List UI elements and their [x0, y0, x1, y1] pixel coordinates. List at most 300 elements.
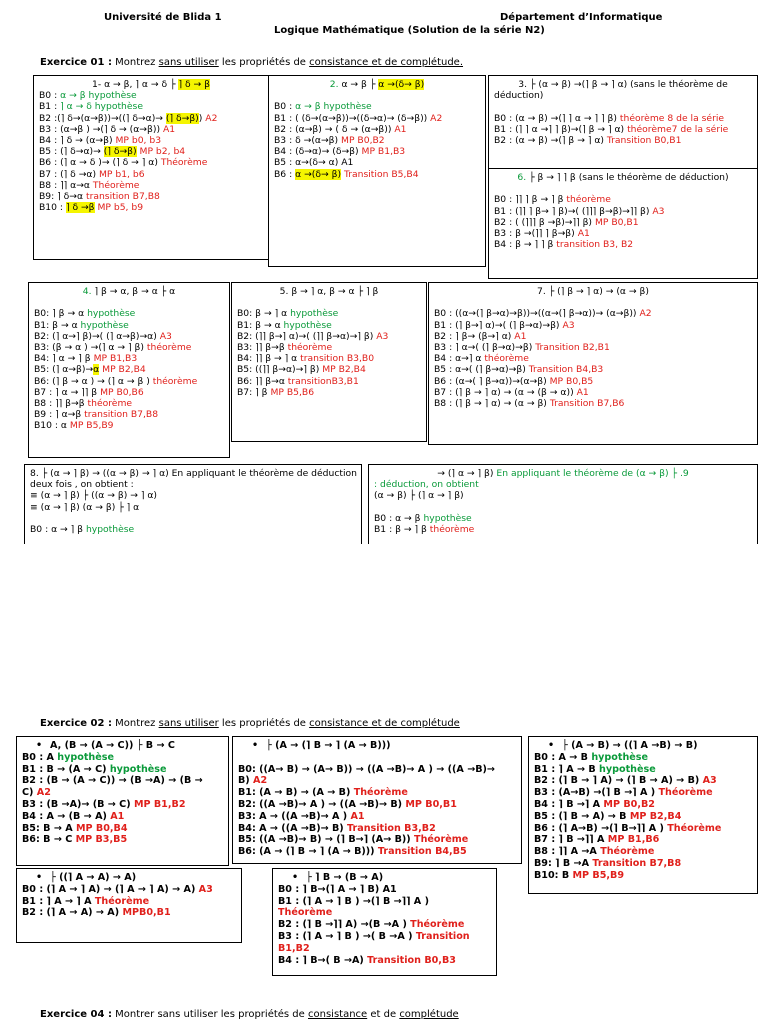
proof-step: [374, 479, 752, 490]
proof-title: [39, 79, 263, 90]
text-segment: B5 : (⌉ δ→α)→: [39, 146, 104, 158]
text-segment: B6: ⌉⌉ β→α: [237, 375, 288, 387]
text-segment: théorème: [429, 524, 475, 536]
proof-step: [534, 834, 752, 846]
text-segment: B6 : (α→( ⌉ β→α))→(α→β): [434, 375, 550, 387]
text-segment: B4 : α→⌉ α: [434, 353, 485, 365]
bullet-icon: •: [36, 740, 43, 751]
proof-step: [237, 342, 421, 353]
text-segment: B2 : ( (⌉⌉⌉ β →β)→⌉⌉ β): [494, 216, 595, 228]
text-segment: B5: ((A →B)→ B) → (⌉ B→⌉ (A→ B)): [238, 834, 415, 846]
proof-step: [374, 524, 752, 535]
text-segment: Transition B3,B2: [347, 822, 436, 834]
proof-step: [237, 353, 421, 364]
text-segment: théorème: [484, 353, 529, 365]
proof-step: [494, 228, 752, 239]
text-segment: MP B0,B1: [594, 216, 639, 228]
text-segment: MP B1,B3: [361, 146, 406, 158]
bullet-icon: •: [36, 872, 43, 883]
text-segment: MP b2, b4: [139, 146, 186, 158]
text-segment: théorème: [566, 194, 611, 206]
text-segment: ├ ⌉ B → (B → A): [306, 872, 384, 883]
proof-step: [274, 101, 480, 112]
proof-title: [494, 79, 752, 90]
text-segment: Théorème: [658, 787, 713, 799]
text-segment: MP B0,B5: [549, 375, 594, 387]
proof-step: [22, 764, 223, 776]
text-segment: A3: [652, 205, 665, 217]
text-segment: B6: (A → (⌉ B → ⌉ (A → B))): [238, 846, 378, 858]
exercise-02-text-2: sans utiliser: [158, 718, 219, 729]
proof-step: [39, 191, 263, 202]
proof-step: [534, 764, 752, 776]
text-segment: B5: B → A: [22, 822, 76, 834]
exercise-02-text-3: les propriétés de: [218, 718, 310, 729]
proof-step: [237, 387, 421, 398]
text-segment: α →(δ→ β): [295, 168, 342, 180]
text-segment: Théorème: [160, 157, 208, 169]
proof-box-1: [33, 75, 269, 260]
proof-step: [39, 146, 263, 157]
proof-step: [534, 870, 752, 882]
text-segment: B10 : α: [34, 420, 70, 432]
proof-step: [534, 846, 752, 858]
proof-step: [238, 823, 516, 835]
text-segment: B8 : ⌉⌉ β→β: [34, 398, 88, 410]
text-segment: B3: ⌉⌉ β→β: [237, 342, 288, 354]
text-segment: B4: ⌉ α → ⌉ β: [34, 353, 94, 365]
exercise-01-text-4: consistance et de complétude.: [309, 57, 464, 68]
proof-step: [22, 907, 236, 919]
proof-title: [434, 286, 752, 297]
proof-title: [278, 872, 491, 884]
proof-step: [22, 884, 236, 896]
text-segment: B2 : (⌉ B →⌉⌉ A) →(B →A ): [278, 919, 411, 931]
proof-step: [374, 502, 752, 513]
text-segment: Théorème: [414, 834, 469, 846]
text-segment: B2 : (B → (A → C)) → (B →A) → (B →: [22, 775, 203, 787]
proof-box-7: [428, 282, 758, 445]
proof-title: [22, 740, 223, 752]
text-segment: ≡ (α → ⌉ β) ├ ((α → β) → ⌉ α): [30, 490, 158, 502]
text-segment: Transition B5,B4: [343, 168, 419, 180]
text-segment: A2: [430, 112, 443, 124]
text-segment: B1 : ⌉ A → B: [534, 763, 600, 775]
text-segment: Transition: [415, 930, 470, 942]
text-segment: A1: [576, 386, 589, 398]
proof-step: [238, 752, 516, 764]
text-segment: théorème: [87, 398, 133, 410]
text-segment: MP B0,B1: [405, 798, 457, 810]
text-segment: C): [22, 787, 37, 799]
text-segment: B3 : β →(⌉⌉ ⌉ β→β): [494, 228, 578, 240]
proof-step: [534, 799, 752, 811]
text-segment: hypothèse: [57, 751, 114, 763]
text-segment: B1 : β → ⌉ β: [374, 524, 430, 536]
text-segment: En appliquant le théorème de (α → β) ├ .9: [496, 468, 689, 479]
proof-step: [278, 896, 491, 908]
text-segment: B3 : (B →A)→ (B → C): [22, 798, 134, 810]
text-segment: B0 : α → ⌉ β: [30, 524, 86, 536]
proof-step: [34, 387, 224, 398]
text-segment: MP B0,B2: [603, 798, 655, 810]
proof-step: [534, 811, 752, 823]
text-segment: B2 :(⌉ δ→(α→β))→((⌉ δ→α)→: [39, 112, 166, 124]
department-name: Département d’Informatique: [500, 12, 663, 23]
exercise-01-title: [40, 57, 463, 68]
text-segment: B0 :: [274, 101, 296, 113]
proof-step: [434, 320, 752, 331]
text-segment: B0 : α → β: [374, 512, 424, 524]
proof-step: [22, 896, 236, 908]
proof-step: [34, 342, 224, 353]
text-segment: Théorème: [278, 907, 333, 919]
text-segment: 5. β → ⌉ α, β → α ├ ⌉ β: [279, 286, 379, 297]
text-segment: ≡ (α → ⌉ β) (α → β) ├ ⌉ α: [30, 501, 140, 513]
text-segment: α → β hypothèse: [60, 90, 137, 102]
text-segment: B0 :: [39, 90, 61, 102]
text-segment: MP B1,B3: [93, 353, 138, 365]
text-segment: B4: A → ((A →B)→ B): [238, 822, 347, 834]
text-segment: B9: ⌉ B →A: [534, 857, 593, 869]
text-segment: B1 : ( (δ→(α→β))→((δ→α)→ (δ→β)): [274, 112, 431, 124]
proof-step: [34, 364, 224, 375]
text-segment: hypothèse: [599, 763, 656, 775]
proof-step: [434, 353, 752, 364]
text-segment: MP B0,B4: [75, 822, 128, 834]
proof-step: [434, 308, 752, 319]
text-segment: Théorème: [667, 822, 722, 834]
proof-step: [22, 752, 223, 764]
text-segment: B0: β → ⌉ α: [237, 308, 291, 320]
proof-box-5: [231, 282, 427, 442]
text-segment: B2: ((A →B)→ A ) → ((A →B)→ B): [238, 798, 406, 810]
text-segment: MP B2,B4: [322, 364, 366, 376]
proof-title: [22, 872, 236, 884]
proof-step: [494, 217, 752, 228]
text-segment: B1 : ⌉ A → ⌉ A: [22, 895, 95, 907]
text-segment: A3: [562, 319, 575, 331]
text-segment: B0 : (α → β) →(⌉ ⌉ α → ⌉ ⌉ β): [494, 112, 620, 124]
text-segment: B4: ⌉⌉ β → ⌉ α: [237, 353, 301, 365]
text-segment: Théorème: [410, 919, 465, 931]
text-segment: MP B5,B6: [270, 386, 315, 398]
text-segment: transitionB3,B1: [287, 375, 359, 387]
proof-step: [39, 101, 263, 112]
text-segment: α → β ├: [341, 79, 379, 90]
text-segment: B9 : ⌉ α→β: [34, 409, 85, 421]
proof-step: [534, 858, 752, 870]
text-segment: B0 : (⌉ A → ⌉ A) → (⌉ A → ⌉ A) → A): [22, 883, 199, 895]
proof-step: [274, 135, 480, 146]
text-segment: ⌉ α → δ hypothèse: [60, 101, 143, 113]
text-segment: MP B2,B4: [629, 810, 682, 822]
text-segment: Transition B0,B3: [367, 954, 456, 966]
text-segment: B1: (A → B) → (A → B): [238, 787, 354, 799]
text-segment: B6: (⌉ β → α ) → (⌉ α → β ): [34, 375, 153, 387]
text-segment: B1 : (⌉⌉ ⌉ β→ ⌉ β)→( (⌉⌉⌉ β→β)→⌉⌉ β): [494, 205, 653, 217]
proof-step: [238, 834, 516, 846]
proof-step: [238, 764, 516, 776]
proof-step: [22, 823, 223, 835]
exercise-01-text-1: Montrez: [111, 57, 159, 68]
text-segment: A2: [639, 308, 652, 320]
text-segment: transition B7,B8: [85, 191, 160, 203]
proof-step: [39, 90, 263, 101]
proof-step: [34, 409, 224, 420]
exercise-02-text-4: consistance et de complétude: [309, 718, 460, 729]
text-segment: 6.: [517, 172, 530, 183]
text-segment: MP B1,B2: [133, 798, 186, 810]
proof-step: [494, 90, 752, 101]
text-segment: B0: ⌉ β → α: [34, 308, 88, 320]
proof-step: [278, 943, 491, 955]
text-segment: Théorème: [94, 895, 150, 907]
text-segment: B4 : ⌉ δ → (α→β): [39, 135, 116, 147]
text-segment: MPB0,B1: [122, 907, 171, 919]
text-segment: B2: (⌉ α→⌉ β)→( (⌉ α→β)→α): [34, 330, 160, 342]
proof-step: [39, 169, 263, 180]
proof-step: [238, 787, 516, 799]
text-segment: MP B0,B6: [100, 386, 144, 398]
proof-step: [30, 490, 356, 501]
exercise-04-text-2: consistance: [308, 1009, 368, 1020]
proof-step: [534, 823, 752, 835]
text-segment: théorème: [152, 375, 198, 387]
proof-box-9: [368, 464, 758, 544]
text-segment: hypothèse: [283, 319, 332, 331]
text-segment: Transition B4,B3: [528, 364, 604, 376]
text-segment: B1: β → α: [237, 319, 284, 331]
proof-step: [237, 364, 421, 375]
proof-step: [278, 884, 491, 896]
bullet-icon: •: [252, 740, 259, 751]
proof-step: [39, 202, 263, 213]
text-segment: B6 : (⌉ α → δ )→ (⌉ δ → ⌉ α): [39, 157, 161, 169]
proof-step: [434, 387, 752, 398]
text-segment: B3: A → ((A →B)→ A ): [238, 810, 351, 822]
text-segment: B10 :: [39, 202, 66, 214]
text-segment: B5 : α→( (⌉ β→α)→β): [434, 364, 529, 376]
text-segment: théorème: [287, 342, 333, 354]
text-segment: B5: (⌉ α→β)→: [34, 364, 94, 376]
text-segment: MP B5,B9: [572, 869, 625, 881]
proof-step: [34, 353, 224, 364]
text-segment: hypothèse: [80, 319, 129, 331]
text-segment: ⌉ δ →β: [65, 202, 95, 214]
text-segment: ⌉ β → α, β → α ├ α: [94, 286, 176, 297]
proof-step: [494, 135, 752, 146]
text-segment: A3: [159, 330, 172, 342]
text-segment: A2: [36, 787, 51, 799]
ex02-box-5: [272, 868, 497, 976]
proof-step: [494, 206, 752, 217]
text-segment: B3 : (A→B) →(⌉ B →⌉ A ): [534, 787, 659, 799]
ex02-box-3: [528, 736, 758, 894]
proof-step: [39, 124, 263, 135]
text-segment: 7. ├ (⌉ β → ⌉ α) → (α → β): [537, 286, 649, 297]
proof-step: [22, 775, 223, 787]
proof-step: [274, 113, 480, 124]
text-segment: Transition B0,B1: [606, 135, 682, 147]
text-segment: deux fois , on obtient :: [30, 479, 134, 491]
proof-step: [39, 135, 263, 146]
proof-step: [22, 811, 223, 823]
text-segment: B0 : A: [22, 751, 58, 763]
text-segment: A1: [110, 810, 125, 822]
proof-step: [22, 799, 223, 811]
proof-step: [30, 479, 356, 490]
proof-step: [494, 239, 752, 250]
proof-step: [39, 157, 263, 168]
text-segment: (α → β) ├ (⌉ α → ⌉ β): [374, 490, 464, 502]
text-segment: B2 : (α → β) →(⌉ β → ⌉ α): [494, 135, 607, 147]
text-segment: hypothèse: [591, 751, 648, 763]
text-segment: B1 : (⌉ ⌉ α →⌉ ⌉ β)→(⌉ β → ⌉ α): [494, 123, 628, 135]
proof-step: [22, 834, 223, 846]
text-segment: Transition B7,B8: [592, 857, 682, 869]
text-segment: Théorème: [353, 787, 408, 799]
proof-box-8: [24, 464, 362, 544]
text-segment: hypothèse: [85, 524, 135, 536]
exercise-01-text-3: les propriétés de: [218, 57, 310, 68]
text-segment: ├ (A → (⌉ B → ⌉ (A → B))): [266, 740, 391, 751]
text-segment: Transition B7,B6: [549, 398, 625, 410]
proof-step: [30, 502, 356, 513]
text-segment: B6 :: [274, 168, 296, 180]
proof-step: [434, 331, 752, 342]
text-segment: α → β hypothèse: [295, 101, 372, 113]
text-segment: B4 : ⌉ B →⌉ A: [534, 798, 604, 810]
proof-step: [434, 376, 752, 387]
proof-step: [238, 846, 516, 858]
proof-title: [30, 468, 356, 479]
text-segment: ): [198, 112, 206, 124]
text-segment: B8 : ⌉⌉ α→α: [39, 179, 93, 191]
exercise-02-prefix: Exercice 02 :: [40, 718, 112, 729]
proof-step: [278, 919, 491, 931]
text-segment: A3: [376, 330, 389, 342]
text-segment: hypothèse: [290, 308, 339, 320]
proof-step: [30, 513, 356, 524]
proof-step: [434, 364, 752, 375]
text-segment: Transition B4,B5: [377, 846, 467, 858]
proof-step: [237, 320, 421, 331]
text-segment: B4 : (δ→α)→ (δ→β): [274, 146, 362, 158]
text-segment: MP b1, b6: [98, 168, 145, 180]
exercise-01-text-2: sans utiliser: [158, 57, 219, 68]
text-segment: B4 : A → (B → A): [22, 810, 111, 822]
exercise-04-prefix: Exercice 04 :: [40, 1009, 112, 1020]
text-segment: A3: [198, 883, 213, 895]
bullet-icon: •: [548, 740, 555, 751]
text-segment: MP b5, b9: [97, 202, 144, 214]
text-segment: théorème 8 de la série: [619, 112, 725, 124]
text-segment: B0 : ⌉ B→(⌉ A → ⌉ B) A1: [278, 883, 397, 895]
text-segment: théorème7 de la série: [627, 123, 729, 135]
proof-step: [274, 169, 480, 180]
text-segment: B0 : A → B: [534, 751, 592, 763]
text-segment: Théorème: [600, 846, 655, 858]
text-segment: B8 : ⌉⌉ A →A: [534, 846, 601, 858]
proof-step: [34, 331, 224, 342]
proof-step: [237, 376, 421, 387]
text-segment: hypothèse: [87, 308, 136, 320]
text-segment: B7 : ⌉ α → ⌉⌉ β: [34, 386, 101, 398]
proof-step: [237, 308, 421, 319]
proof-step: [278, 931, 491, 943]
text-segment: B1,B2: [278, 942, 310, 954]
text-segment: B1 : (⌉ β→⌉ α)→( (⌉ β→α)→β): [434, 319, 563, 331]
text-segment: : déduction, on obtient: [374, 479, 479, 491]
proof-step: [39, 113, 263, 124]
proof-step: [274, 90, 480, 101]
text-segment: transition B3,B0: [300, 353, 375, 365]
exercise-04-text-3: et de: [367, 1009, 400, 1020]
proof-step: [494, 183, 752, 194]
text-segment: B2 : ⌉ β→ (β→⌉ α): [434, 330, 515, 342]
proof-step: [494, 101, 752, 112]
exercise-04-text-4: complétude: [399, 1009, 459, 1020]
text-segment: B5: ((⌉⌉ β→α)→⌉ β): [237, 364, 323, 376]
text-segment: → (⌉ α → ⌉ β): [437, 468, 497, 479]
text-segment: A2: [253, 775, 268, 787]
text-segment: transition B7,B8: [84, 409, 159, 421]
text-segment: (⌉ δ→β): [165, 112, 199, 124]
text-segment: B7: ⌉ β: [237, 386, 271, 398]
text-segment: A1: [162, 123, 176, 135]
text-segment: Transition B2,B1: [535, 342, 610, 354]
text-segment: A1: [394, 123, 407, 135]
proof-title: [238, 740, 516, 752]
text-segment: transition B3, B2: [556, 239, 634, 251]
text-segment: B10: B: [534, 869, 573, 881]
text-segment: B6: B → C: [22, 834, 76, 846]
exercise-02-text-1: Montrez: [111, 718, 159, 729]
proof-step: [494, 124, 752, 135]
text-segment: Théorème: [92, 179, 140, 191]
text-segment: 8. ├ (α → ⌉ β) → ((α → β) → ⌉ α) En appliquant le théorème de déduction: [30, 468, 357, 479]
exercise-04-text-1: Montrer sans utiliser les propriétés de: [111, 1009, 308, 1020]
text-segment: déduction): [494, 90, 544, 102]
exercise-04-title: [40, 1009, 459, 1020]
proof-step: [534, 752, 752, 764]
proof-step: [30, 524, 356, 535]
proof-step: [274, 146, 480, 157]
text-segment: A1: [577, 228, 590, 240]
proof-step: [374, 490, 752, 501]
text-segment: ├ (A → B) → ((⌉ A →B) → B): [562, 740, 698, 751]
ex02-box-1: [16, 736, 229, 866]
text-segment: 2.: [329, 79, 342, 90]
proof-step: [494, 194, 752, 205]
proof-step: [274, 124, 480, 135]
text-segment: A3: [702, 775, 717, 787]
text-segment: MP B1,B6: [607, 834, 660, 846]
text-segment: B3 : (α→β ) →(⌉ δ → (α→β)): [39, 123, 163, 135]
text-segment: B1 :: [39, 101, 61, 113]
text-segment: B1 : (⌉ A → ⌉ B ) →(⌉ B →⌉⌉ A ): [278, 895, 429, 907]
text-segment: MP B2,B4: [102, 364, 146, 376]
bullet-icon: •: [292, 872, 299, 883]
proof-title: [494, 172, 752, 183]
exercise-01-prefix: Exercice 01 :: [40, 57, 112, 68]
exercise-02-title: [40, 718, 460, 729]
text-segment: B5 : (⌉ B → A) → B: [534, 810, 630, 822]
proof-step: [237, 297, 421, 308]
text-segment: B0: ((A→ B) → (A→ B)) → ((A →B)→ A ) → ((A →B)→: [238, 763, 495, 775]
text-segment: ├ ((⌉ A → A) → A): [50, 872, 137, 883]
